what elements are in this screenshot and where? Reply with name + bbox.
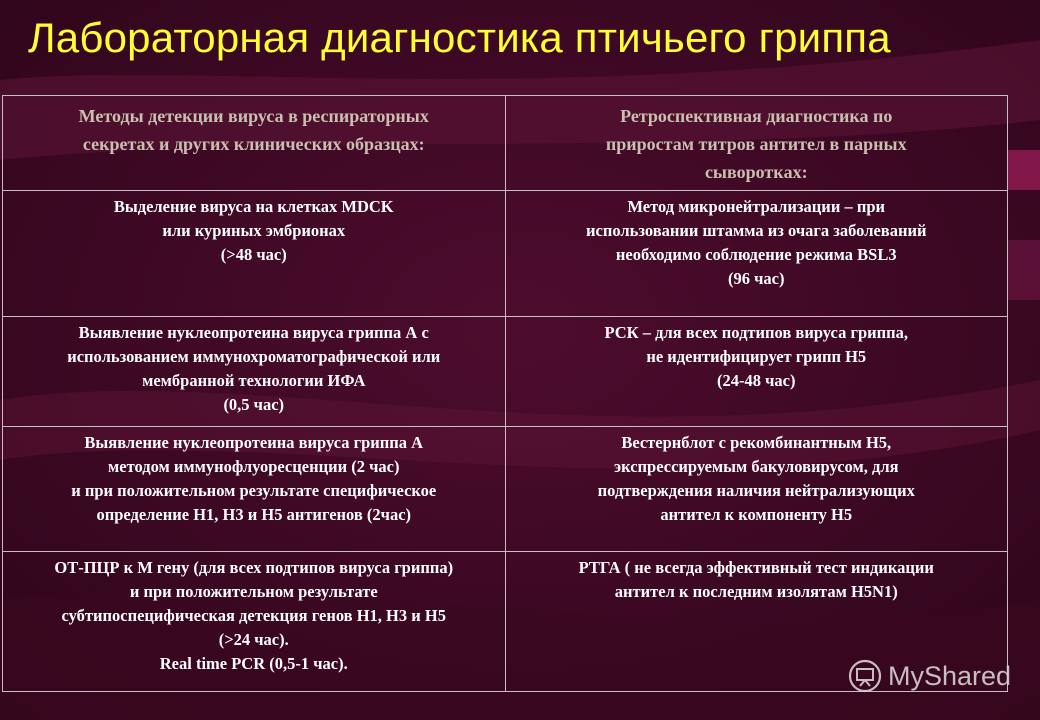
cell-text: (0,5 час) bbox=[223, 395, 285, 414]
table-row bbox=[3, 317, 1008, 427]
watermark-text: MyShared bbox=[888, 660, 1012, 691]
table-cell-right bbox=[505, 427, 1008, 552]
cell-text: антител к последним изолятам Н5N1) bbox=[614, 582, 898, 601]
cell-text: антител к компоненту Н5 bbox=[660, 505, 853, 524]
cell-text: Выявление нуклеопротеина вируса гриппа А с bbox=[78, 323, 429, 342]
cell-text: использованием иммунохроматографической или bbox=[67, 347, 441, 366]
table-row bbox=[3, 427, 1008, 552]
cell-text: использовании штамма из очага заболеваний bbox=[586, 221, 927, 240]
cell-text: РТГА ( не всегда эффективный тест индикации bbox=[578, 558, 934, 577]
presentation-board-icon bbox=[848, 659, 882, 693]
table-cell-left bbox=[3, 552, 506, 692]
cell-text: (>24 час). bbox=[218, 630, 289, 649]
cell-text: Выявление нуклеопротеина вируса гриппа А bbox=[84, 433, 424, 452]
cell-text: Real time PCR (0,5-1 час). bbox=[159, 654, 348, 673]
diagnostics-table bbox=[2, 95, 1008, 692]
cell-text: (24-48 час) bbox=[717, 371, 796, 390]
table-cell-left bbox=[3, 427, 506, 552]
cell-text: Метод микронейтрализации – при bbox=[627, 197, 886, 216]
header-cell-detection bbox=[3, 96, 506, 191]
header-text: Методы детекции вируса в респираторных bbox=[78, 106, 429, 126]
cell-text: не идентифицирует грипп Н5 bbox=[646, 347, 867, 366]
cell-text: РСК – для всех подтипов вируса гриппа, bbox=[604, 323, 909, 342]
cell-text: ОТ-ПЦР к М гену (для всех подтипов вируса гриппа) bbox=[54, 558, 454, 577]
table-row bbox=[3, 191, 1008, 317]
cell-text: или куриных эмбрионах bbox=[162, 221, 346, 240]
cell-text: (>48 час) bbox=[220, 245, 287, 264]
cell-text: субтипоспецифическая детекция генов Н1, Н3 и Н5 bbox=[61, 606, 446, 625]
cell-text: Выделение вируса на клетках MDCK bbox=[113, 197, 394, 216]
cell-text: и при положительном результате bbox=[129, 582, 378, 601]
table-cell-right bbox=[505, 191, 1008, 317]
cell-text: методом иммунофлуоресценции (2 час) bbox=[108, 457, 400, 476]
table-cell-left bbox=[3, 191, 506, 317]
watermark bbox=[848, 658, 1011, 694]
table-cell-right bbox=[505, 317, 1008, 427]
header-text: сывороткax: bbox=[704, 162, 808, 182]
cell-text: необходимо соблюдение режима BSL3 bbox=[615, 245, 897, 264]
cell-text: определение Н1, Н3 и Н5 антигенов (2час) bbox=[96, 505, 412, 524]
cell-text: Вестернблот с рекомбинантным Н5, bbox=[621, 433, 892, 452]
cell-text: мембранной технологии ИФА bbox=[142, 371, 366, 390]
table-header-row bbox=[3, 96, 1008, 191]
header-text: Ретроспективная диагностика по bbox=[620, 106, 893, 126]
slide-title: Лабораторная диагностика птичьего гриппа bbox=[28, 14, 891, 61]
cell-text: и при положительном результате специфическое bbox=[71, 481, 437, 500]
header-cell-retrospective bbox=[505, 96, 1008, 191]
header-text: секретах и других клинических образцах: bbox=[82, 134, 425, 154]
cell-text: экспрессируемым бакуловирусом, для bbox=[613, 457, 899, 476]
header-text: приростам титров антител в парных bbox=[605, 134, 907, 154]
table-cell-left bbox=[3, 317, 506, 427]
cell-text: (96 час) bbox=[728, 269, 785, 288]
cell-text: подтверждения наличия нейтрализующих bbox=[597, 481, 915, 500]
